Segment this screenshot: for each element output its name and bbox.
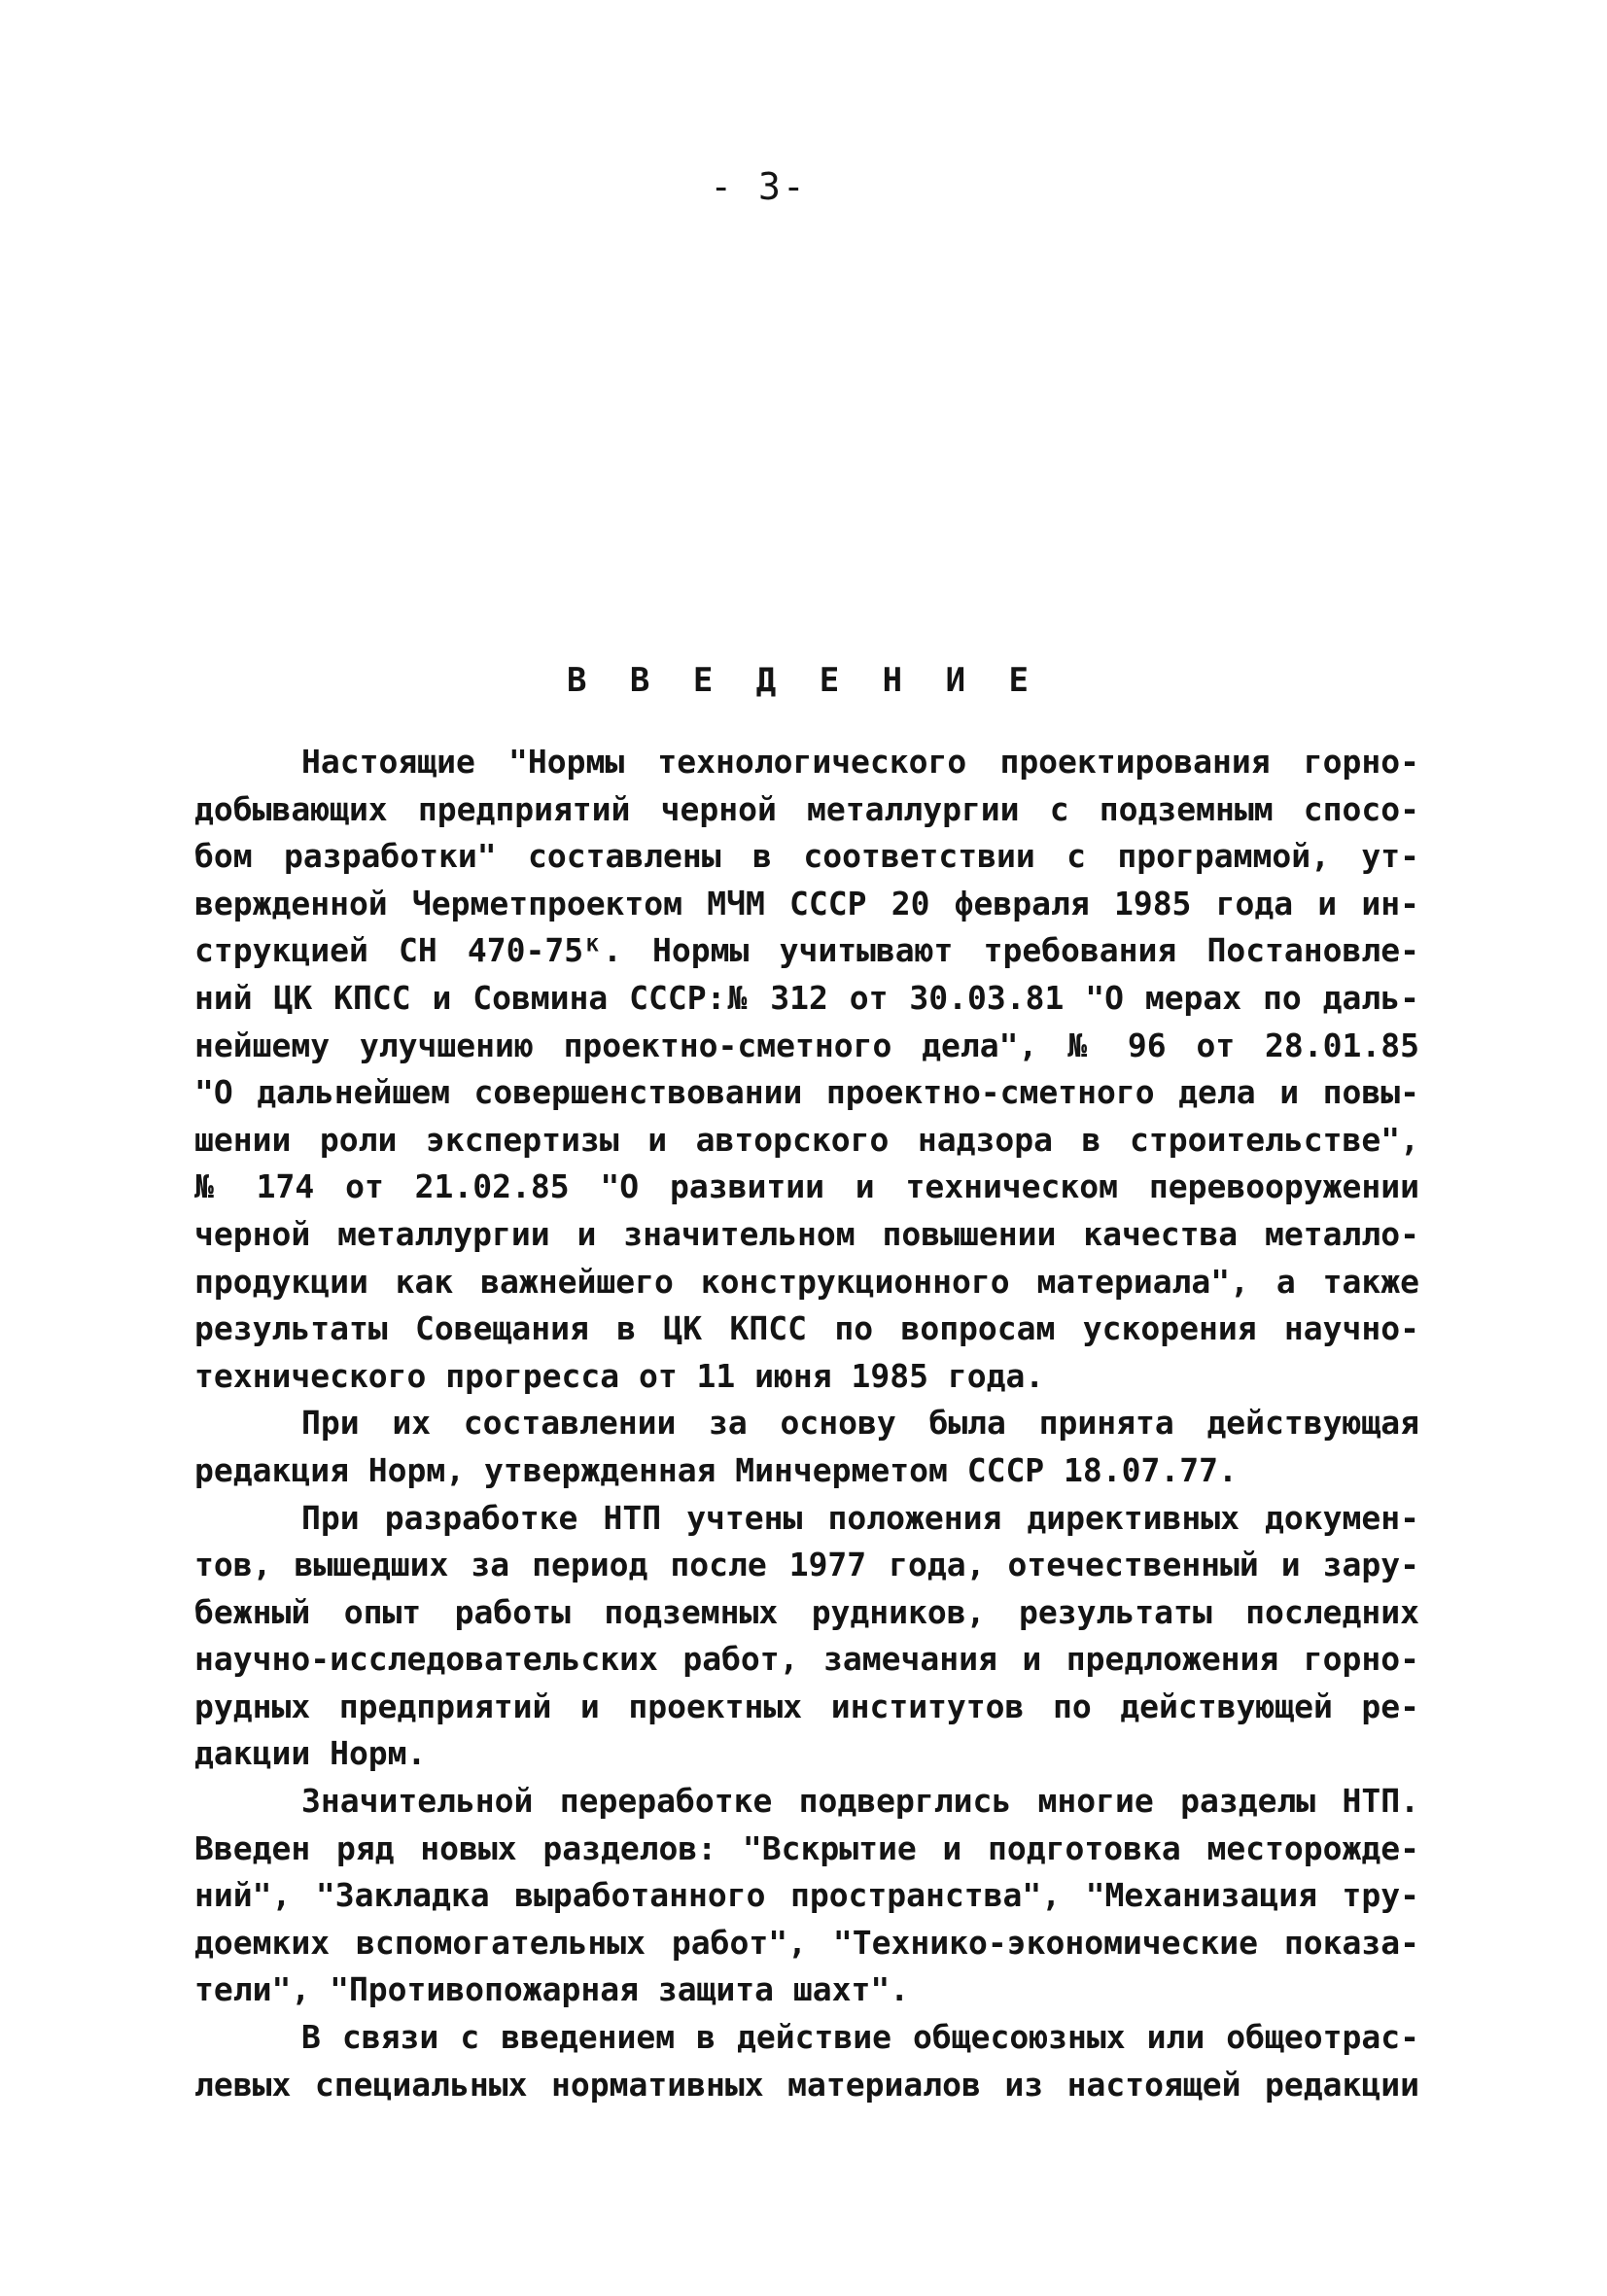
- paragraph-line: В связи с введением в действие общесоюзных или общеотрас-: [301, 2018, 1419, 2057]
- paragraph-line: При разработке НТП учтены положения директивных докумен-: [301, 1498, 1419, 1537]
- paragraph-line: Настоящие "Нормы технологического проектирования горно-: [301, 743, 1419, 781]
- paragraph-line: шении роли экспертизы и авторского надзора в строительстве",: [194, 1120, 1419, 1159]
- paragraph-line: "О дальнейшем совершенствовании проектно-сметного дела и повы-: [194, 1073, 1419, 1112]
- paragraph-line: редакция Норм, утвержденная Минчерметом СССР 18.07.77.: [194, 1450, 1238, 1489]
- paragraph-line: доемких вспомогательных работ", "Технико-экономические показа-: [194, 1923, 1419, 1962]
- paragraph-line: добывающих предприятий черной металлургии с подземным спосо-: [194, 789, 1419, 828]
- paragraph-line: левых специальных нормативных материалов из настоящей редакции: [194, 2065, 1419, 2104]
- paragraph-line: тели", "Противопожарная защита шахт".: [194, 1970, 910, 2009]
- paragraph-line: научно-исследовательских работ, замечания и предложения горно-: [194, 1640, 1419, 1679]
- paragraph-line: бом разработки" составлены в соответствии с программой, ут-: [194, 837, 1419, 876]
- paragraph-line: дакции Норм.: [194, 1734, 427, 1773]
- paragraph-line: тов, вышедших за период после 1977 года, отечественный и зару-: [194, 1546, 1419, 1584]
- paragraph-line: результаты Совещания в ЦК КПСС по вопросам ускорения научно-: [194, 1309, 1419, 1348]
- paragraph-line: ний ЦК КПСС и Совмина СССР:№ 312 от 30.03.81 "О мерах по даль-: [194, 978, 1419, 1017]
- paragraph-line: вержденной Черметпроектом МЧМ СССР 20 февраля 1985 года и ин-: [194, 884, 1419, 922]
- paragraph-line: продукции как важнейшего конструкционного материала", а также: [194, 1262, 1419, 1301]
- body-text: [194, 739, 1419, 2108]
- paragraph-line: ний", "Закладка выработанного пространства", "Механизация тру-: [194, 1876, 1419, 1915]
- paragraph-line: Введен ряд новых разделов: "Вскрытие и подготовка месторожде-: [194, 1828, 1419, 1867]
- page-number: - 3-: [710, 165, 807, 208]
- paragraph-line: струкцией СН 470-75ᴷ. Нормы учитывают требования Постановле-: [194, 931, 1419, 970]
- paragraph-line: нейшему улучшению проектно-сметного дела", № 96 от 28.01.85: [194, 1026, 1419, 1064]
- paragraph-line: Значительной переработке подверглись многие разделы НТП.: [301, 1782, 1419, 1821]
- paragraph-line: черной металлургии и значительном повышении качества металло-: [194, 1214, 1419, 1253]
- paragraph-line: При их составлении за основу была принята действующая: [301, 1404, 1419, 1443]
- paragraph-line: рудных предприятий и проектных институтов по действующей ре-: [194, 1687, 1419, 1725]
- paragraph-line: бежный опыт работы подземных рудников, результаты последних: [194, 1592, 1419, 1631]
- paragraph-line: № 174 от 21.02.85 "О развитии и техническом перевооружении: [194, 1167, 1419, 1206]
- section-heading: В В Е Д Е Н И Е: [566, 661, 1041, 700]
- paragraph-line: технического прогресса от 11 июня 1985 года.: [194, 1356, 1045, 1395]
